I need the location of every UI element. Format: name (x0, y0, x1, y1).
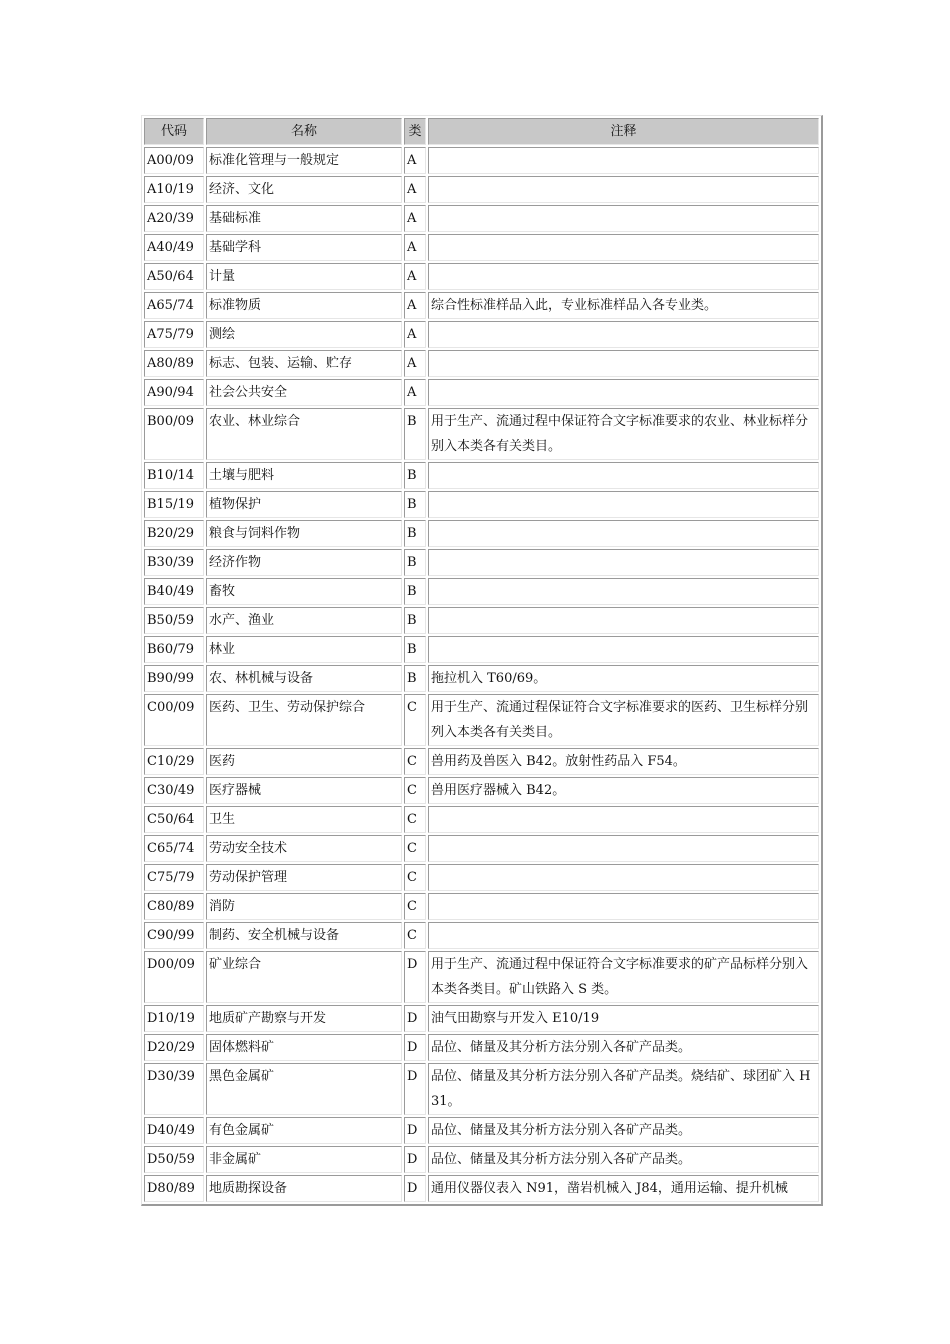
cell-code: A65/74 (144, 292, 204, 319)
cell-note: 品位、储量及其分析方法分别入各矿产品类。烧结矿、球团矿入 H31。 (428, 1063, 819, 1115)
cell-name: 农业、林业综合 (206, 408, 402, 460)
cell-code: C50/64 (144, 806, 204, 833)
cell-class: B (404, 636, 426, 663)
cell-code: A50/64 (144, 263, 204, 290)
table-row (144, 1117, 819, 1144)
cell-class: C (404, 835, 426, 862)
cell-note (428, 321, 819, 348)
cell-note: 品位、储量及其分析方法分别入各矿产品类。 (428, 1034, 819, 1061)
cell-code: A10/19 (144, 176, 204, 203)
cell-code: C75/79 (144, 864, 204, 891)
cell-class: D (404, 1034, 426, 1061)
table-row (144, 321, 819, 348)
table-row (144, 408, 819, 460)
table-row (144, 694, 819, 746)
cell-name: 消防 (206, 893, 402, 920)
cell-name: 经济、文化 (206, 176, 402, 203)
cell-name: 标志、包装、运输、贮存 (206, 350, 402, 377)
cell-code: C80/89 (144, 893, 204, 920)
table-row (144, 147, 819, 174)
cell-code: A00/09 (144, 147, 204, 174)
cell-name: 社会公共安全 (206, 379, 402, 406)
cell-class: B (404, 665, 426, 692)
cell-name: 林业 (206, 636, 402, 663)
cell-name: 植物保护 (206, 491, 402, 518)
cell-name: 医药、卫生、劳动保护综合 (206, 694, 402, 746)
cell-name: 经济作物 (206, 549, 402, 576)
cell-note: 通用仪器仪表入 N91，凿岩机械入 J84，通用运输、提升机械 (428, 1175, 819, 1202)
table-row (144, 806, 819, 833)
cell-code: B50/59 (144, 607, 204, 634)
cell-class: B (404, 520, 426, 547)
cell-code: D10/19 (144, 1005, 204, 1032)
cell-code: B60/79 (144, 636, 204, 663)
cell-note (428, 864, 819, 891)
cell-code: B10/14 (144, 462, 204, 489)
cell-class: C (404, 748, 426, 775)
table-row (144, 1146, 819, 1173)
table-row (144, 777, 819, 804)
cell-name: 测绘 (206, 321, 402, 348)
table-row (144, 578, 819, 605)
cell-note (428, 234, 819, 261)
cell-note (428, 922, 819, 949)
table-row (144, 462, 819, 489)
cell-class: C (404, 922, 426, 949)
cell-note (428, 263, 819, 290)
cell-code: D80/89 (144, 1175, 204, 1202)
table-row (144, 292, 819, 319)
cell-code: D00/09 (144, 951, 204, 1003)
cell-class: C (404, 694, 426, 746)
cell-name: 畜牧 (206, 578, 402, 605)
cell-name: 粮食与饲料作物 (206, 520, 402, 547)
cell-code: C00/09 (144, 694, 204, 746)
cell-name: 劳动保护管理 (206, 864, 402, 891)
cell-code: B90/99 (144, 665, 204, 692)
cell-code: A20/39 (144, 205, 204, 232)
cell-class: A (404, 176, 426, 203)
cell-name: 标准化管理与一般规定 (206, 147, 402, 174)
cell-code: C10/29 (144, 748, 204, 775)
table-row (144, 176, 819, 203)
table-row (144, 636, 819, 663)
cell-code: C65/74 (144, 835, 204, 862)
header-name: 名称 (206, 118, 402, 145)
table-row (144, 205, 819, 232)
cell-name: 有色金属矿 (206, 1117, 402, 1144)
cell-name: 卫生 (206, 806, 402, 833)
cell-code: A75/79 (144, 321, 204, 348)
cell-note (428, 462, 819, 489)
cell-note (428, 491, 819, 518)
cell-code: D20/29 (144, 1034, 204, 1061)
cell-note (428, 379, 819, 406)
table-row (144, 951, 819, 1003)
table-row (144, 234, 819, 261)
cell-note: 综合性标准样品入此，专业标准样品入各专业类。 (428, 292, 819, 319)
cell-class: A (404, 350, 426, 377)
cell-class: A (404, 292, 426, 319)
table-row (144, 263, 819, 290)
table-row (144, 607, 819, 634)
cell-name: 医疗器械 (206, 777, 402, 804)
cell-class: A (404, 321, 426, 348)
cell-name: 计量 (206, 263, 402, 290)
cell-code: C30/49 (144, 777, 204, 804)
cell-code: A80/89 (144, 350, 204, 377)
cell-class: D (404, 1146, 426, 1173)
cell-code: D30/39 (144, 1063, 204, 1115)
table-row (144, 520, 819, 547)
header-note: 注释 (428, 118, 819, 145)
cell-code: B30/39 (144, 549, 204, 576)
cell-code: D40/49 (144, 1117, 204, 1144)
cell-code: B00/09 (144, 408, 204, 460)
cell-name: 基础学科 (206, 234, 402, 261)
table-body (144, 147, 819, 1202)
table-row (144, 893, 819, 920)
cell-note: 用于生产、流通过程中保证符合文字标准要求的矿产品标样分别入本类各类目。矿山铁路入 S 类。 (428, 951, 819, 1003)
table-row (144, 1063, 819, 1115)
cell-note (428, 835, 819, 862)
cell-name: 非金属矿 (206, 1146, 402, 1173)
cell-class: D (404, 1117, 426, 1144)
cell-name: 农、林机械与设备 (206, 665, 402, 692)
cell-class: D (404, 1005, 426, 1032)
cell-class: B (404, 578, 426, 605)
table-row (144, 350, 819, 377)
cell-code: B40/49 (144, 578, 204, 605)
cell-class: B (404, 462, 426, 489)
cell-class: C (404, 893, 426, 920)
cell-note (428, 205, 819, 232)
header-class: 类 (404, 118, 426, 145)
cell-note: 用于生产、流通过程中保证符合文字标准要求的农业、林业标样分别入本类各有关类目。 (428, 408, 819, 460)
cell-class: D (404, 1175, 426, 1202)
cell-class: A (404, 234, 426, 261)
table-row (144, 1005, 819, 1032)
cell-class: C (404, 806, 426, 833)
cell-note: 兽用药及兽医入 B42。放射性药品入 F54。 (428, 748, 819, 775)
table-row (144, 864, 819, 891)
table-row (144, 549, 819, 576)
header-code: 代码 (144, 118, 204, 145)
cell-name: 土壤与肥料 (206, 462, 402, 489)
cell-name: 制药、安全机械与设备 (206, 922, 402, 949)
cell-note: 品位、储量及其分析方法分别入各矿产品类。 (428, 1117, 819, 1144)
cell-code: A40/49 (144, 234, 204, 261)
cell-class: B (404, 491, 426, 518)
cell-code: A90/94 (144, 379, 204, 406)
cell-code: B15/19 (144, 491, 204, 518)
cell-name: 地质勘探设备 (206, 1175, 402, 1202)
cell-note: 拖拉机入 T60/69。 (428, 665, 819, 692)
cell-code: B20/29 (144, 520, 204, 547)
cell-class: B (404, 408, 426, 460)
table-row (144, 491, 819, 518)
classification-table (142, 116, 821, 1204)
cell-class: D (404, 1063, 426, 1115)
cell-name: 劳动安全技术 (206, 835, 402, 862)
cell-note (428, 350, 819, 377)
cell-note (428, 806, 819, 833)
cell-name: 基础标准 (206, 205, 402, 232)
cell-class: C (404, 777, 426, 804)
table-row (144, 1175, 819, 1202)
cell-name: 医药 (206, 748, 402, 775)
table-row (144, 1034, 819, 1061)
cell-code: C90/99 (144, 922, 204, 949)
cell-note (428, 147, 819, 174)
cell-note (428, 607, 819, 634)
classification-table-container (141, 115, 823, 1206)
table-row (144, 748, 819, 775)
cell-note: 兽用医疗器械入 B42。 (428, 777, 819, 804)
cell-name: 固体燃料矿 (206, 1034, 402, 1061)
table-row (144, 665, 819, 692)
cell-name: 水产、渔业 (206, 607, 402, 634)
cell-class: C (404, 864, 426, 891)
table-header-row (144, 118, 819, 145)
cell-note (428, 893, 819, 920)
cell-note (428, 520, 819, 547)
cell-note (428, 578, 819, 605)
cell-name: 黑色金属矿 (206, 1063, 402, 1115)
table-row (144, 835, 819, 862)
cell-name: 标准物质 (206, 292, 402, 319)
cell-class: B (404, 549, 426, 576)
table-row (144, 922, 819, 949)
cell-class: D (404, 951, 426, 1003)
cell-class: B (404, 607, 426, 634)
cell-class: A (404, 147, 426, 174)
cell-note: 用于生产、流通过程保证符合文字标准要求的医药、卫生标样分别列入本类各有关类目。 (428, 694, 819, 746)
cell-class: A (404, 263, 426, 290)
cell-code: D50/59 (144, 1146, 204, 1173)
cell-note: 品位、储量及其分析方法分别入各矿产品类。 (428, 1146, 819, 1173)
cell-name: 矿业综合 (206, 951, 402, 1003)
cell-class: A (404, 379, 426, 406)
cell-class: A (404, 205, 426, 232)
table-row (144, 379, 819, 406)
cell-name: 地质矿产勘察与开发 (206, 1005, 402, 1032)
cell-note (428, 549, 819, 576)
cell-note (428, 176, 819, 203)
cell-note (428, 636, 819, 663)
cell-note: 油气田勘察与开发入 E10/19 (428, 1005, 819, 1032)
